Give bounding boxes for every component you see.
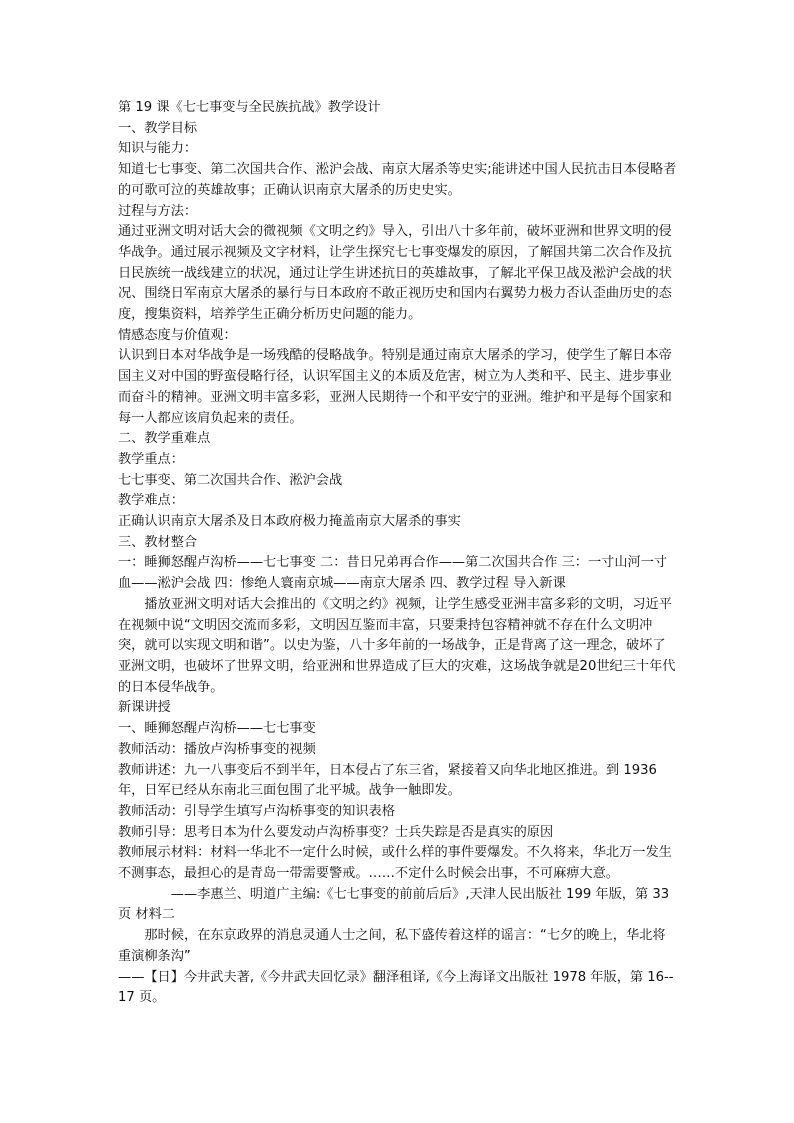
quote-paragraph: 那时候，在东京政界的消息灵通人士之间，私下盛传着这样的谣言：“七夕的晚上，华北将重演柳条沟” [118,928,666,964]
citation: ——【日】今井武夫著,《今井武夫回忆录》翻泽租译,《今上海译文出版社 1978 年版，第 16--17 页。 [118,969,674,1006]
paragraph: 教师引导：思考日本为什么要发动卢沟桥事变？士兵失踪是否是真实的原因 [118,824,554,840]
paragraph: 认识到日本对华战争是一场残酷的侵略战争。特别是通过南京大屠杀的学习，使学生了解日本帝国主义对中国的野蛮侵略行径，认识军国主义的本质及危害，树立为人类和平、民主、进步事业而奋斗的精神。亚洲文明丰富多彩，亚洲人民期待一个和平安宁的亚洲。维护和平是每个国家和每一人都应该肩负起来的责任。 [118,348,672,426]
paragraph: 二、教学重难点 [118,431,211,447]
intro-paragraph: 播放亚洲文明对话大会推出的《文明之约》视频，让学生感受亚洲丰富多彩的文明，习近平在视频中说“文明因交流而多彩，文明因互鉴而丰富，只要秉持包容精神就不存在什么文明冲突，就可以实现文明和谐”。以史为鉴，八十多年前的一场战争，正是背离了这一理念，破坏了亚洲文明，也破坏了世界文明，给亚洲和世界造成了巨大的灾难，这场战争就是20世纪三十年代的日本侵华战争。 [118,596,676,695]
paragraph: 教学重点： [118,451,184,467]
paragraph: 知道七七事变、第二次国共合作、淞沪会战、南京大屠杀等史实;能讲述中国人民抗击日本侵略者的可歌可泣的英雄故事；正确认识南京大屠杀的历史史实。 [118,162,677,198]
paragraph: 一：睡狮怒醒卢沟桥——七七事变 二：昔日兄弟再合作——第二次国共合作 三：一寸山河一寸血——淞沪会战 四：惨绝人寰南京城——南京大屠杀 四、教学过程 导入新课 [118,555,668,592]
paragraph: 教师活动：引导学生填写卢沟桥事变的知识表格 [118,803,395,819]
paragraph: 教师展示材料：材料一华北不一定什么时候，或什么样的事件要爆发。不久将来，华北万一发生不测事态，最担心的是青岛一带需要警戒。……不定什么时候会出事，不可麻痹大意。 [118,845,672,882]
paragraph: 教师活动：播放卢沟桥事变的视频 [118,741,316,757]
paragraph: 知识与能力： [118,141,198,157]
paragraph: 教学难点： [118,493,184,509]
paragraph: 三、教材整合 [118,534,198,550]
paragraph: 一、教学目标 [118,120,198,136]
paragraph: 新课讲授 [118,700,171,716]
paragraph: 教师讲述：九一八事变后不到半年，日本侵占了东三省，紧接着又向华北地区推进。到 1936年，日军已经从东南北三面包围了北平城。战争一触即发。 [118,762,657,799]
paragraph: 七七事变、第二次国共合作、淞沪会战 [118,472,343,488]
citation: ——李惠兰、明道广主编:《七七事变的前前后后》,天津人民出版社 199 年版，第 33 页 材料二 [118,886,670,923]
paragraph: 过程与方法： [118,203,198,219]
document-body [118,98,678,1009]
paragraph: 一、睡狮怒醒卢沟桥——七七事变 [118,721,316,737]
document-title: 第 19 课《七七事变与全民族抗战》教学设计 [118,100,381,115]
paragraph: 情感态度与价值观： [118,327,237,343]
paragraph: 正确认识南京大屠杀及日本政府极力掩盖南京大屠杀的事实 [118,514,461,530]
paragraph: 通过亚洲文明对话大会的微视频《文明之约》导入，引出八十多年前，破坏亚洲和世界文明的侵华战争。通过展示视频及文字材料，让学生探究七七事变爆发的原因，了解国共第二次合作及抗日民族统一战线建立的状况，通过让学生讲述抗日的英雄故事，了解北平保卫战及淞沪会战的状况、围绕日军南京大屠杀的暴行与日本政府不敢正视历史和国内右翼势力极力否认歪曲历史的态度，搜集资料，培养学生正确分析历史问题的能力。 [118,224,672,323]
